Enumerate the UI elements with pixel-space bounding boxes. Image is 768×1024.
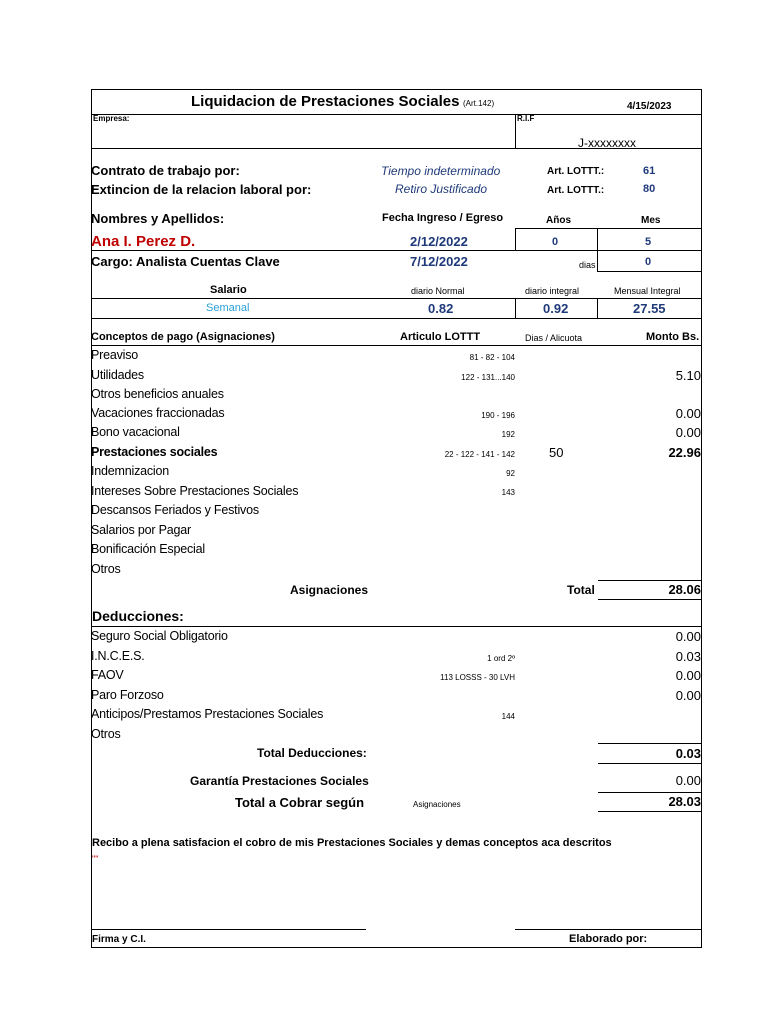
fechas-label: Fecha Ingreso / Egreso <box>382 212 504 224</box>
monto: 0.00 <box>675 629 701 644</box>
asignaciones-header-line <box>91 345 702 346</box>
deducciones-title: Deducciones: <box>92 608 184 624</box>
concepto: Otros beneficios anuales <box>91 387 224 401</box>
concepto: Seguro Social Obligatorio <box>91 629 228 643</box>
nombres-label: Nombres y Apellidos: <box>91 211 225 226</box>
articulo: 143 <box>501 488 515 497</box>
rif-label: R.I.F <box>517 114 535 123</box>
rif-divider <box>515 114 516 148</box>
asignaciones-total-label: Total <box>567 583 595 597</box>
elaborado-signature-line <box>515 929 702 930</box>
col-monto: Monto Bs. <box>646 331 700 343</box>
concepto: FAOV <box>91 668 124 682</box>
dias: 50 <box>549 445 564 460</box>
header-divider <box>91 114 702 115</box>
deducciones-line <box>91 626 702 627</box>
deducciones-total-top-line <box>598 743 702 744</box>
elaborado-label: Elaborado por: <box>569 933 648 945</box>
extincion-art-label: Art. LOTTT.: <box>547 185 605 196</box>
mes-label: Mes <box>641 215 661 226</box>
concepto: Anticipos/Prestamos Prestaciones Sociales <box>91 707 324 721</box>
fecha-ingreso: 2/12/2022 <box>410 234 468 249</box>
monto: 0.03 <box>675 649 701 664</box>
cobrar-top-line <box>598 792 702 793</box>
receipt-statement: Recibo a plena satisfacion el cobro de mis Prestaciones Sociales y demas conceptos aca descritos <box>92 837 612 849</box>
concepto: Intereses Sobre Prestaciones Sociales <box>91 484 299 498</box>
concepto: Salarios por Pagar <box>91 523 191 537</box>
document-date: 4/15/2023 <box>627 101 672 112</box>
monto: 22.96 <box>668 445 701 460</box>
col-concepto: Conceptos de pago (Asignaciones) <box>91 331 275 343</box>
salario-frecuencia: Semanal <box>206 302 250 314</box>
fecha-egreso: 7/12/2022 <box>410 254 468 269</box>
name-divider <box>91 250 702 251</box>
diario-normal-value: 0.82 <box>428 301 454 316</box>
articulo: 192 <box>501 430 515 439</box>
total-top-line <box>598 580 702 581</box>
diario-integral-value: 0.92 <box>543 301 569 316</box>
salary-bottom-line <box>91 318 702 319</box>
rif-value: J-xxxxxxxx <box>578 136 636 150</box>
anos-box-top <box>515 228 702 229</box>
mes-value: 5 <box>645 236 652 248</box>
salary-top-line <box>91 298 702 299</box>
concepto: Bonificación Especial <box>91 542 205 556</box>
articulo: 190 - 196 <box>481 411 515 420</box>
anos-value: 0 <box>552 236 559 248</box>
contrato-art-value: 61 <box>643 165 656 177</box>
col-dias: Dias / Alicuota <box>525 333 583 343</box>
mensual-integral-label: Mensual Integral <box>614 286 681 296</box>
extincion-art-value: 80 <box>643 183 656 195</box>
concepto: Prestaciones sociales <box>91 445 218 459</box>
firma-label: Firma y C.I. <box>92 934 146 945</box>
dias-value: 0 <box>645 256 652 268</box>
articulo: 144 <box>501 712 515 721</box>
concepto: Paro Forzoso <box>91 688 164 702</box>
concepto: Vacaciones fraccionadas <box>91 406 225 420</box>
monto: 0.00 <box>675 688 701 703</box>
asignaciones-total-section-label: Asignaciones <box>290 583 369 597</box>
anos-label: Años <box>546 215 571 226</box>
concepto: Preaviso <box>91 348 139 362</box>
articulo: 1 ord 2º <box>487 654 515 663</box>
concepto: I.N.C.E.S. <box>91 649 145 663</box>
employee-name: Ana I. Perez D. <box>91 233 196 250</box>
contrato-value: Tiempo indeterminado <box>381 164 501 178</box>
concepto: Otros <box>91 727 121 741</box>
asignaciones-total-value: 28.06 <box>668 582 701 597</box>
dias-label: dias <box>579 260 596 270</box>
salary-divider-2 <box>597 298 598 318</box>
monto: 0.00 <box>675 668 701 683</box>
monto: 0.00 <box>675 425 701 440</box>
total-bottom-line <box>598 599 702 600</box>
receipt-note: "" <box>92 854 99 864</box>
concepto: Indemnizacion <box>91 464 170 478</box>
article-reference: (Art.142) <box>463 99 495 108</box>
extincion-value: Retiro Justificado <box>395 182 488 196</box>
concepto: Otros <box>91 562 121 576</box>
mensual-integral-value: 27.55 <box>633 301 666 316</box>
extincion-label: Extincion de la relacion laboral por: <box>91 182 312 197</box>
company-divider <box>91 148 702 149</box>
cobrar-note: Asignaciones <box>413 800 461 809</box>
concepto: Bono vacacional <box>91 425 180 439</box>
cobrar-bottom-line <box>598 811 702 812</box>
salary-divider-1 <box>515 298 516 318</box>
empresa-label: Empresa: <box>93 114 130 123</box>
articulo: 81 - 82 - 104 <box>469 353 515 362</box>
garantia-value: 0.00 <box>675 773 701 788</box>
document-title: Liquidacion de Prestaciones Sociales <box>191 93 460 110</box>
articulo: 113 LOSSS - 30 LVH <box>440 673 515 682</box>
monto: 0.00 <box>675 406 701 421</box>
articulo: 92 <box>506 469 515 478</box>
salario-label: Salario <box>210 284 247 296</box>
anos-box-left <box>515 228 516 250</box>
col-articulo: Articulo LOTTT <box>400 331 481 343</box>
articulo: 22 - 122 - 141 - 142 <box>444 450 515 459</box>
firma-signature-line <box>91 929 366 930</box>
cobrar-value: 28.03 <box>668 794 701 809</box>
contrato-art-label: Art. LOTTT.: <box>547 166 605 177</box>
garantia-label: Garantía Prestaciones Sociales <box>190 774 369 788</box>
contrato-label: Contrato de trabajo por: <box>91 163 240 178</box>
dias-box-bottom <box>597 271 702 272</box>
articulo: 122 - 131...140 <box>461 373 515 382</box>
deducciones-total-value: 0.03 <box>675 746 701 761</box>
cargo: Cargo: Analista Cuentas Clave <box>91 254 280 269</box>
concepto: Descansos Feriados y Festivos <box>91 503 259 517</box>
cobrar-label: Total a Cobrar según <box>235 795 365 810</box>
concepto: Utilidades <box>91 368 144 382</box>
diario-integral-label: diario integral <box>525 286 580 296</box>
deducciones-total-label: Total Deducciones: <box>257 746 367 760</box>
deducciones-total-bottom-line <box>598 763 702 764</box>
monto: 5.10 <box>675 368 701 383</box>
diario-normal-label: diario Normal <box>411 286 465 296</box>
